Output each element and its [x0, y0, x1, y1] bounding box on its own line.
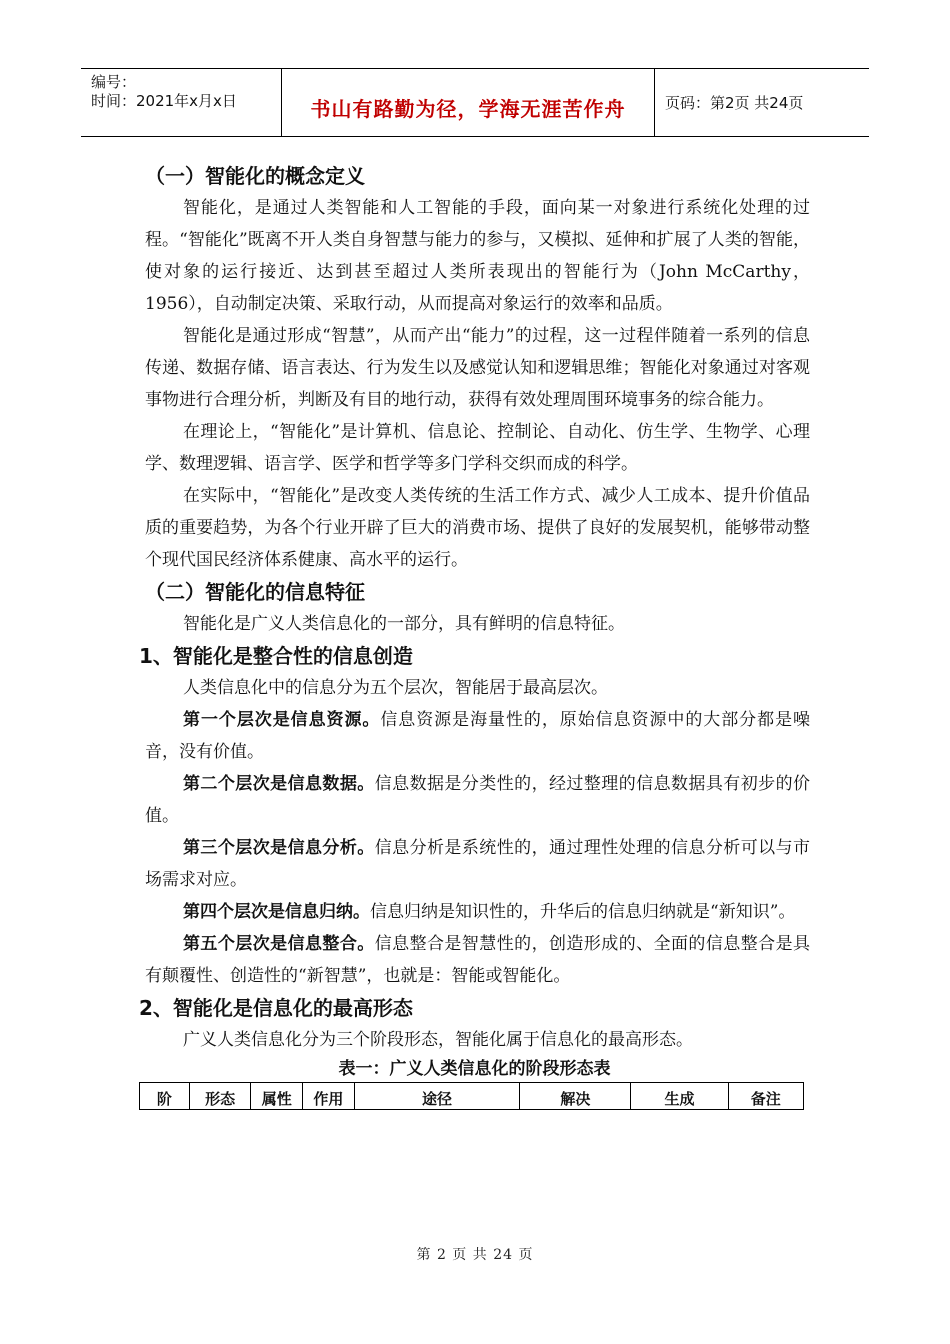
level-text: 信息数据是分类性的，经过整理的信息数据具有初步的价值。 [145, 774, 811, 826]
page-footer: 第 2 页 共 24 页 [416, 1247, 534, 1263]
subsection-title-highest-form: 2、智能化是信息化的最高形态 [139, 996, 413, 1020]
paragraph: 智能化是广义人类信息化的一部分，具有鲜明的信息特征。 [183, 614, 625, 634]
table-header-row [140, 1083, 804, 1110]
level-text: 信息归纳是知识性的，升华后的信息归纳就是“新知识”。 [370, 902, 796, 922]
page-header [81, 68, 869, 137]
level-lead: 第一个层次是信息资源。 [183, 710, 381, 730]
stage-form-table [139, 1082, 804, 1110]
level-paragraph [145, 704, 810, 768]
table-header-cell: 备注 [728, 1083, 803, 1110]
paragraph: 人类信息化中的信息分为五个层次，智能居于最高层次。 [183, 678, 608, 698]
paragraph: 智能化是通过形成“智慧”，从而产出“能力”的过程，这一过程伴随着一系列的信息传递、数据存储、语言表达、行为发生以及感觉认知和逻辑思维；智能化对象通过对客观事物进行合理分析，判断及有目的地行动，获得有效处理周围环境事务的综合能力。 [145, 326, 810, 410]
table-header-cell: 途径 [354, 1083, 520, 1110]
paragraph: 在理论上，“智能化”是计算机、信息论、控制论、自动化、仿生学、生物学、心理学、数理逻辑、语言学、医学和哲学等多门学科交织而成的科学。 [145, 422, 810, 474]
table-caption: 表一：广义人类信息化的阶段形态表 [338, 1059, 611, 1079]
number-label: 编号： [91, 73, 137, 91]
paragraph: 在实际中，“智能化”是改变人类传统的生活工作方式、减少人工成本、提升价值品质的重要趋势，为各个行业开辟了巨大的消费市场、提供了良好的发展契机，能够带动整个现代国民经济体系健康、高水平的运行。 [145, 486, 810, 570]
motto: 书山有路勤为径，学海无涯苦作舟 [310, 97, 626, 121]
header-motto-cell [282, 69, 655, 136]
level-lead: 第二个层次是信息数据。 [183, 774, 375, 794]
date-label: 时间：2021年x月x日 [91, 92, 237, 110]
level-text: 信息分析是系统性的，通过理性处理的信息分析可以与市场需求对应。 [145, 838, 811, 890]
header-meta-cell [81, 69, 282, 136]
page-label: 页码：第2页 共24页 [665, 94, 804, 112]
level-paragraph [145, 768, 810, 832]
level-text: 信息资源是海量性的，原始信息资源中的大部分都是噪音，没有价值。 [145, 710, 811, 762]
level-paragraph [145, 832, 810, 896]
table-header-cell: 形态 [189, 1083, 251, 1110]
document-body [139, 160, 811, 1110]
section-title-concept: （一）智能化的概念定义 [145, 164, 365, 188]
table-header-cell: 解决 [520, 1083, 631, 1110]
paragraph: 智能化，是通过人类智能和人工智能的手段，面向某一对象进行系统化处理的过程。“智能化”既离不开人类自身智慧与能力的参与，又模拟、延伸和扩展了人类的智能，使对象的运行接近、达到甚至超过人类所表现出的智能行为（John McCarthy，1956），自动制定决策、采取行动，从而提高对象运行的效率和品质。 [145, 198, 810, 314]
table-header-cell: 生成 [631, 1083, 728, 1110]
subsection-title-integration: 1、智能化是整合性的信息创造 [139, 644, 413, 668]
table-header-cell: 作用 [303, 1083, 355, 1110]
level-lead: 第五个层次是信息整合。 [183, 934, 375, 954]
table-header-cell: 属性 [251, 1083, 303, 1110]
level-paragraph [145, 896, 810, 928]
level-text: 信息整合是智慧性的，创造形成的、全面的信息整合是具有颠覆性、创造性的“新智慧”，也就是：智能或智能化。 [145, 934, 811, 986]
paragraph: 广义人类信息化分为三个阶段形态，智能化属于信息化的最高形态。 [183, 1030, 693, 1050]
header-page-cell [655, 69, 869, 136]
level-lead: 第三个层次是信息分析。 [183, 838, 375, 858]
level-paragraph [145, 928, 810, 992]
table-header-cell: 阶 [140, 1083, 190, 1110]
level-lead: 第四个层次是信息归纳。 [183, 902, 370, 922]
section-title-features: （二）智能化的信息特征 [145, 580, 365, 604]
